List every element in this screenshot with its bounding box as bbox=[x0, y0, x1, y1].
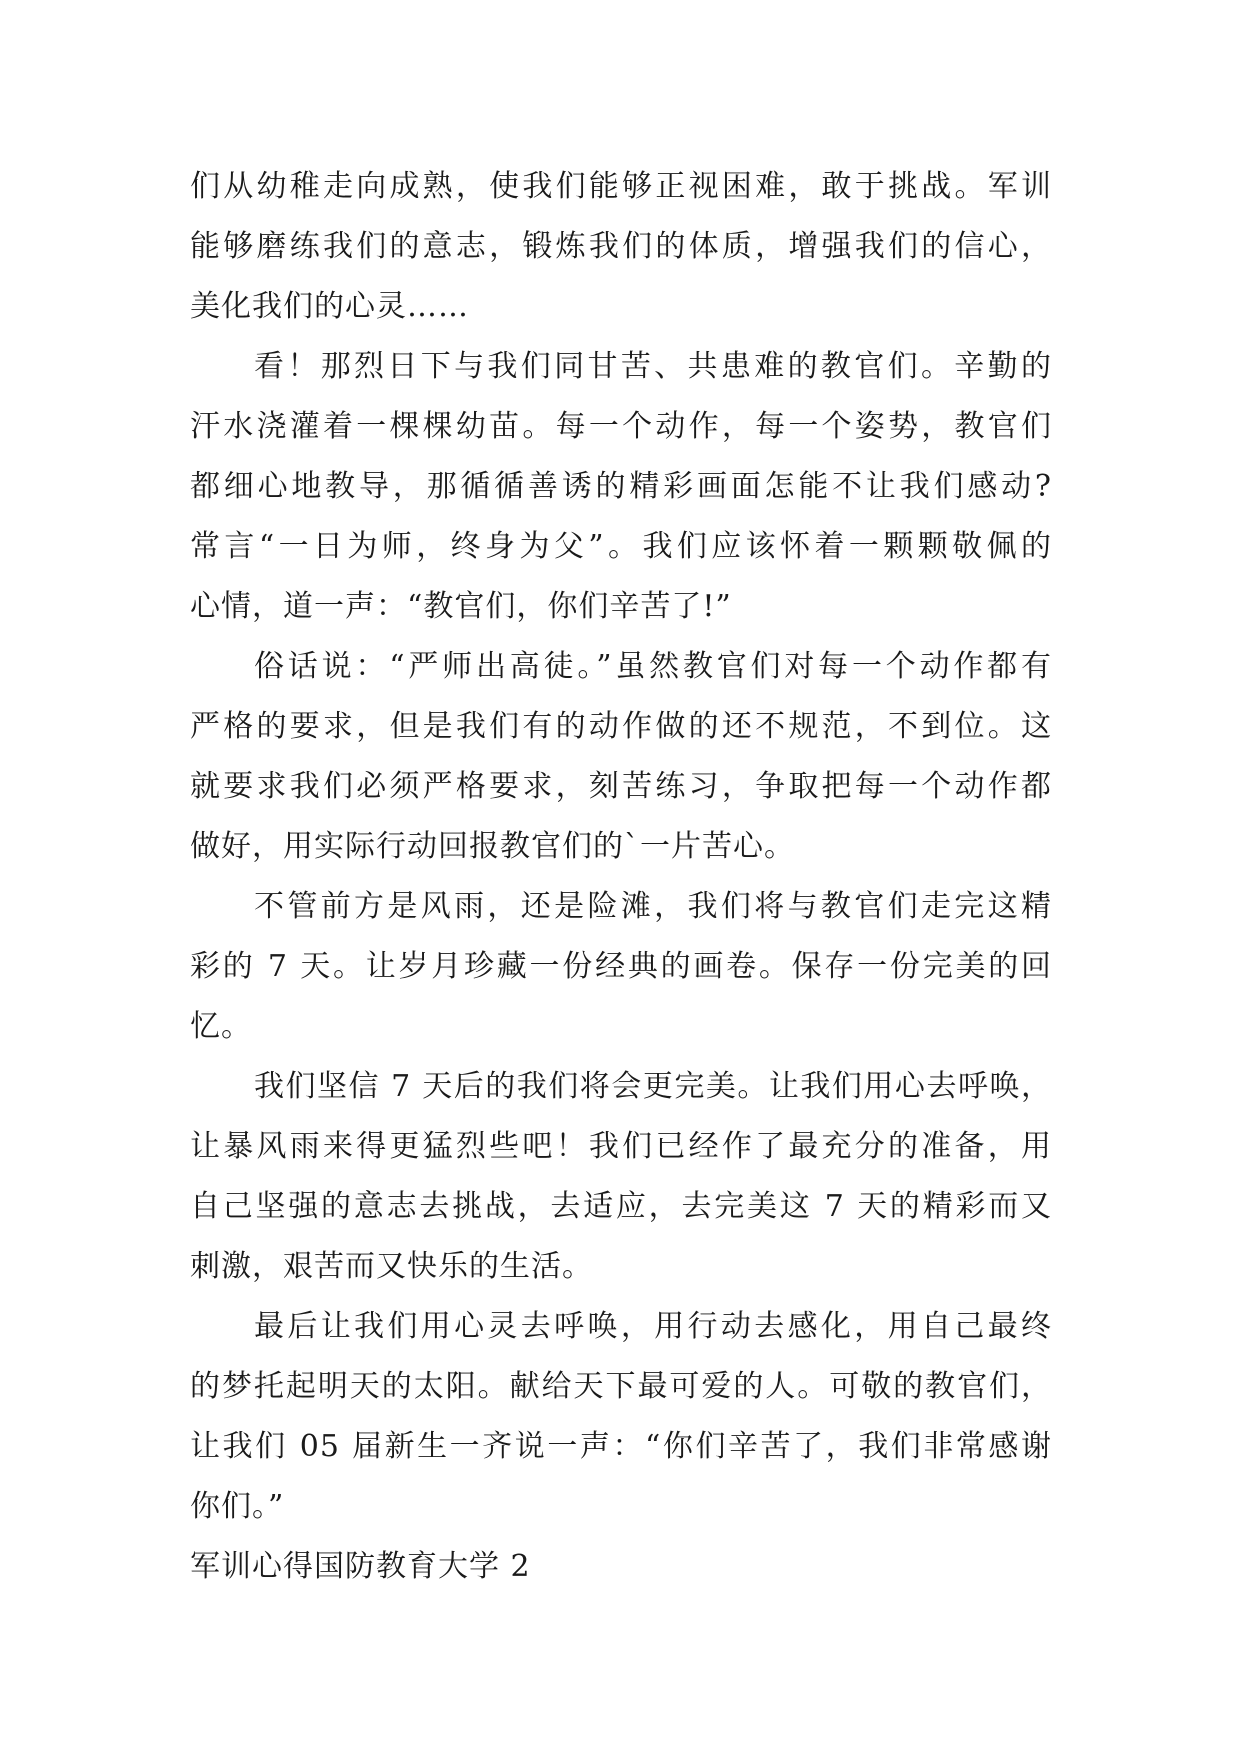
paragraph-line: 汗水浇灌着一棵棵幼苗。每一个动作，每一个姿势，教官们 bbox=[190, 409, 1052, 444]
paragraph-line: 你们。” bbox=[190, 1489, 285, 1524]
paragraph-line: 美化我们的心灵…… bbox=[190, 289, 469, 324]
paragraph-line: 能够磨练我们的意志，锻炼我们的体质，增强我们的信心， bbox=[190, 229, 1052, 264]
paragraph-line: 彩的 7 天。让岁月珍藏一份经典的画卷。保存一份完美的回 bbox=[190, 949, 1052, 984]
document-body bbox=[190, 157, 1052, 1597]
paragraph-line: 都细心地教导，那循循善诱的精彩画面怎能不让我们感动? bbox=[190, 469, 1052, 504]
paragraph-line: 们从幼稚走向成熟，使我们能够正视困难，敢于挑战。军训 bbox=[190, 169, 1052, 204]
paragraph-line: 让我们 05 届新生一齐说一声：“你们辛苦了，我们非常感谢 bbox=[190, 1429, 1052, 1464]
paragraph-line: 做好，用实际行动回报教官们的`一片苦心。 bbox=[190, 829, 795, 864]
paragraph-line: 俗话说：“严师出高徒。”虽然教官们对每一个动作都有 bbox=[254, 649, 1052, 684]
paragraph bbox=[190, 157, 1052, 337]
paragraph-line: 最后让我们用心灵去呼唤，用行动去感化，用自己最终 bbox=[254, 1309, 1052, 1344]
paragraph-line: 我们坚信 7 天后的我们将会更完美。让我们用心去呼唤， bbox=[254, 1069, 1052, 1104]
paragraph bbox=[190, 1057, 1052, 1297]
paragraph-line: 忆。 bbox=[190, 1009, 252, 1044]
paragraph-line: 常言“一日为师，终身为父”。我们应该怀着一颗颗敬佩的 bbox=[190, 529, 1052, 564]
section-heading: 军训心得国防教育大学 2 bbox=[190, 1549, 531, 1584]
paragraph-line: 就要求我们必须严格要求，刻苦练习，争取把每一个动作都 bbox=[190, 769, 1052, 804]
paragraph-line: 不管前方是风雨，还是险滩，我们将与教官们走完这精 bbox=[254, 889, 1052, 924]
paragraph-line: 的梦托起明天的太阳。献给天下最可爱的人。可敬的教官们， bbox=[190, 1369, 1052, 1404]
paragraph-line: 刺激，艰苦而又快乐的生活。 bbox=[190, 1249, 593, 1284]
paragraph-line: 自己坚强的意志去挑战，去适应，去完美这 7 天的精彩而又 bbox=[190, 1189, 1052, 1224]
paragraph-line: 看！那烈日下与我们同甘苦、共患难的教官们。辛勤的 bbox=[254, 349, 1052, 384]
paragraph bbox=[190, 1297, 1052, 1537]
paragraph bbox=[190, 877, 1052, 1057]
paragraph-line: 让暴风雨来得更猛烈些吧！我们已经作了最充分的准备，用 bbox=[190, 1129, 1052, 1164]
paragraph bbox=[190, 637, 1052, 877]
paragraph-line: 严格的要求，但是我们有的动作做的还不规范，不到位。这 bbox=[190, 709, 1052, 744]
paragraph bbox=[190, 337, 1052, 637]
paragraph-line: 心情，道一声：“教官们，你们辛苦了!” bbox=[190, 589, 732, 624]
